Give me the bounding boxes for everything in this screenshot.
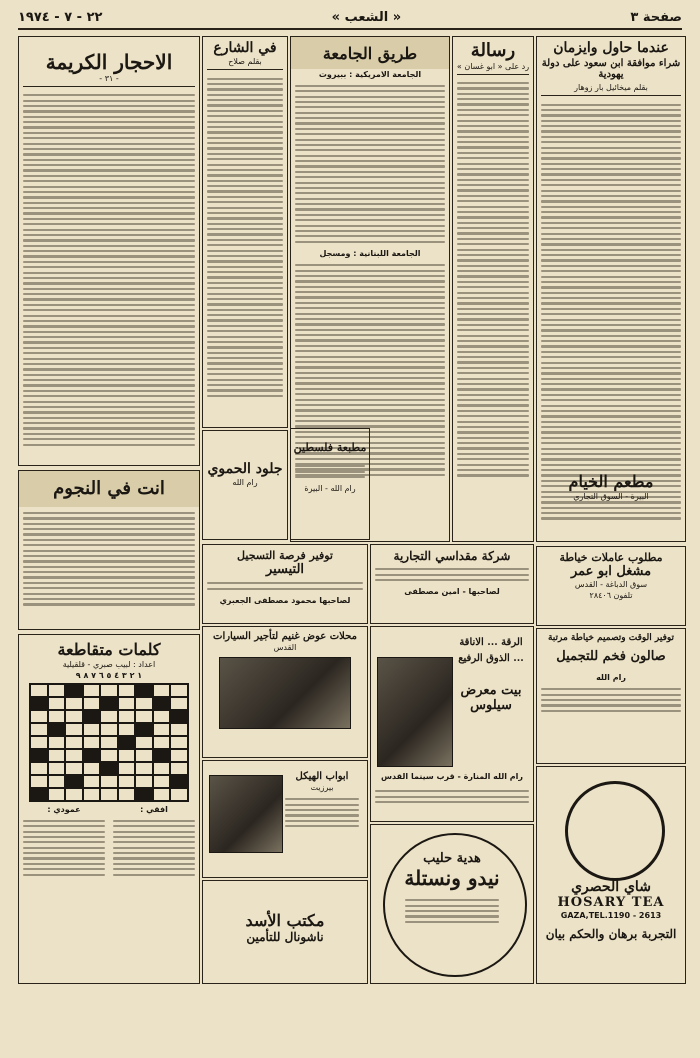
crossword-title: كلمات متقاطعة (57, 640, 161, 659)
ad-tea (536, 766, 686, 984)
ad-teacher-owner: لصاحبها محمود مصطفى الجعبري (219, 595, 351, 605)
ad-insurance-title: ناشونال للتأمين (246, 930, 324, 944)
ad-gift-title: هدية حليب (423, 851, 481, 866)
issue-date: ٢٢ - ٧ - ١٩٧٤ (18, 9, 103, 25)
ad-dress-title: الرقة ... الاناقة ... الذوق الرفيع (458, 637, 524, 664)
ad-trading-title: شركة مقداسي التجارية (393, 549, 511, 563)
ad-dress-city: رام الله المنارة - قرب سينما القدس (381, 772, 523, 781)
ad-tea-phone: GAZA,TEL.1190 - 2613 (560, 911, 662, 920)
car-photo (219, 657, 351, 729)
crossword (18, 634, 200, 984)
ad-restaurant (536, 432, 686, 542)
streets-column (202, 36, 288, 428)
main-article-title: عندما حاول وايزمان (553, 40, 669, 56)
university-section-2: الجامعة اللبنانية : ومسجل (319, 249, 421, 259)
university-section-1: الجامعة الامريكية : ببيروت (318, 69, 422, 79)
stars-column (18, 470, 200, 630)
ad-seamstress-name: مشغل ابو عمر (570, 564, 652, 579)
letter-title: رسالة (470, 40, 516, 61)
ad-bags-city: رام الله (232, 478, 258, 487)
main-article-subtitle: شراء موافقة ابن سعود على دولة يهودية (541, 58, 681, 81)
streets-title: في الشارع (213, 40, 277, 56)
ad-salon-name: صالون فخم للتجميل (556, 649, 666, 664)
ad-restaurant-title: مطعم الخيام (568, 472, 654, 491)
ad-tea-title: شاي الحصري (571, 879, 651, 895)
ad-insurance (202, 880, 368, 984)
ad-gift (370, 824, 534, 984)
newspaper-name: « الشعب » (331, 9, 402, 25)
university-title: طريق الجامعة (291, 37, 449, 69)
gems-number: - ٣١ - (99, 74, 119, 83)
dress-photo (377, 657, 453, 767)
page-header (18, 6, 682, 30)
ad-seamstress-city: سوق الدباغة - القدس (574, 580, 648, 589)
ad-cars (202, 626, 368, 758)
crossword-prepared: اعداد : لبيب صبري - قلقيلية (62, 659, 156, 669)
stars-title: انت في النجوم (19, 471, 199, 507)
ad-bags (202, 430, 288, 540)
ad-doors-city: بيرزيت (310, 783, 334, 792)
ad-doors (202, 760, 368, 878)
ad-tea-tagline: التجربة برهان والحكم بيان (545, 927, 677, 941)
ad-dress-name: بيت معرض سيلوس (460, 683, 522, 713)
ad-seamstress-title: مطلوب عاملات خياطة (559, 551, 663, 564)
crossword-numbers: ١ ٢ ٣ ٤ ٥ ٦ ٧ ٨ ٩ (75, 670, 143, 680)
ad-teacher-title: توفير فرصة التسجيل (237, 549, 333, 562)
ad-seamstress-phone: تلفون ٢٨٤٠٦ (589, 591, 633, 600)
ad-teacher (202, 544, 368, 624)
ad-teacher-name: التيسير (265, 562, 305, 577)
ad-gift-name: نيدو ونستلة (404, 866, 500, 890)
ad-studio-title: مطبعة فلسطين (293, 441, 367, 454)
ad-studio (290, 428, 370, 540)
ad-doors-title: ابواب الهيكل (295, 771, 349, 782)
ad-trading (370, 544, 534, 624)
ad-restaurant-city: البيرة - السوق التجاري (573, 492, 649, 501)
ad-cars-title: محلات عوض غنيم لتأجير السيارات (213, 631, 357, 642)
ad-tea-english: HOSARY TEA (557, 895, 665, 910)
ad-seamstress (536, 546, 686, 626)
page-number: صفحة ٣ (630, 9, 682, 25)
main-article-author: بقلم ميخائيل بار زوهار (574, 83, 648, 93)
ad-dress (370, 626, 534, 822)
ad-salon-city: رام الله (596, 673, 626, 682)
letter-body (453, 77, 533, 482)
ad-trading-owner: لصاحبها - امين مصطفى (404, 587, 500, 597)
letter-subtitle: رد على « ابو غسان » (456, 61, 530, 71)
ad-cars-city: القدس (273, 643, 297, 652)
streets-byline: بقلم صلاح (228, 57, 262, 67)
gems-title: الاحجار الكريمة (45, 50, 173, 74)
ad-bags-title: جلود الحموي (207, 461, 283, 477)
ad-salon-title: توفير الوقت وتصميم خياطة مرتبة (547, 633, 675, 643)
crossword-grid (29, 683, 189, 802)
crossword-across-label: افقي : (140, 804, 168, 814)
letter-column (452, 36, 534, 542)
ad-studio-city: رام الله - البيرة (304, 484, 356, 494)
doors-photo (209, 775, 283, 853)
ad-salon (536, 628, 686, 764)
crossword-down-label: عمودي : (47, 804, 81, 814)
ad-insurance-name: مكتب الأسد (245, 911, 325, 930)
gems-column (18, 36, 200, 466)
